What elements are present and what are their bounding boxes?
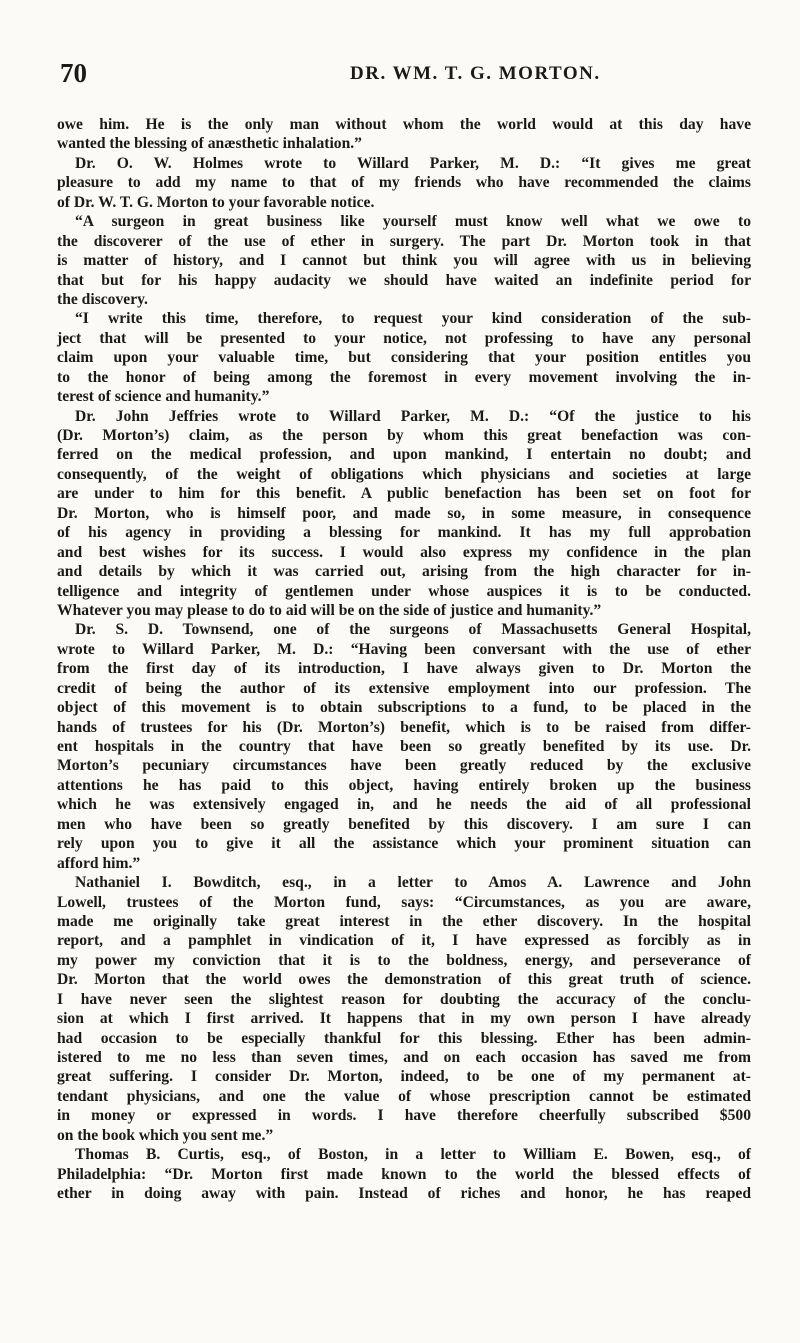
text-line: to the honor of being among the foremost in every movement involving the in- xyxy=(57,368,751,386)
text-line: claim upon your valuable time, but considering that your position entitles you xyxy=(57,349,751,367)
text-line: wrote to Willard Parker, M. D.: “Having been conversant with the use of ether xyxy=(57,640,751,658)
text-line: Whatever you may please to do to aid will be on the side of justice and humanity.” xyxy=(57,601,602,619)
text-line: from the first day of its introduction, I have always given to Dr. Morton the xyxy=(57,660,751,678)
text-line: made me originally take great interest in the ether discovery. In the hospital xyxy=(57,912,751,930)
text-line: which he was extensively engaged in, and he needs the aid of all professional xyxy=(57,796,751,814)
text-line: Dr. Morton, who is himself poor, and made so, in some measure, in consequence xyxy=(57,504,751,522)
text-line: consequently, of the weight of obligations which physicians and societies at large xyxy=(57,465,751,483)
text-line: tendant physicians, and one the value of whose prescription cannot be estimated xyxy=(57,1087,751,1105)
text-line: Dr. S. D. Townsend, one of the surgeons of Massachusetts General Hospital, xyxy=(75,621,751,639)
text-line: report, and a pamphlet in vindication of it, I have expressed as forcibly as in xyxy=(57,932,751,950)
text-line: and best wishes for its success. I would also express my confidence in the plan xyxy=(57,543,751,561)
text-line: my power my conviction that it is to the boldness, energy, and perseverance of xyxy=(57,951,751,969)
text-line: “A surgeon in great business like yourself must know well what we owe to xyxy=(75,213,751,231)
text-line: ether in doing away with pain. Instead of riches and honor, he has reaped xyxy=(57,1185,751,1203)
text-line: sion at which I first arrived. It happens that in my own person I have already xyxy=(57,1010,751,1028)
text-line: owe him. He is the only man without whom the world would at this day have xyxy=(57,116,751,133)
text-line: men who have been so greatly benefited by this discovery. I am sure I can xyxy=(57,815,751,833)
page-number: 70 xyxy=(60,58,87,88)
text-line: ent hospitals in the country that have been so greatly benefited by its use. Dr. xyxy=(57,738,751,755)
text-line: hands of trustees for his (Dr. Morton’s) benefit, which is to be raised from differ- xyxy=(57,718,751,736)
text-line: (Dr. Morton’s) claim, as the person by whom this great benefaction was con- xyxy=(57,427,751,444)
text-line: and details by which it was carried out, arising from the high character for in- xyxy=(57,563,751,581)
text-line: that but for his happy audacity we should have waited an indefinite period for xyxy=(57,271,751,289)
text-line: of Dr. W. T. G. Morton to your favorable notice. xyxy=(57,193,375,211)
text-line: istered to me no less than seven times, and on each occasion has saved me from xyxy=(57,1049,751,1066)
text-line: telligence and integrity of gentlemen under whose auspices it is to be conducted. xyxy=(57,582,751,600)
text-line: object of this movement is to obtain subscriptions to a fund, to be placed in the xyxy=(57,699,751,717)
text-line: had occasion to be especially thankful for this blessing. Ether has been admin- xyxy=(57,1029,751,1047)
text-line: Lowell, trustees of the Morton fund, says: “Circumstances, as you are aware, xyxy=(57,893,751,911)
text-line: credit of being the author of its extensive employment into our profession. The xyxy=(57,679,751,697)
text-line: Morton’s pecuniary circumstances have been greatly reduced by the exclusive xyxy=(57,757,751,775)
text-line: wanted the blessing of anæsthetic inhalation.” xyxy=(57,135,362,153)
text-line: Nathaniel I. Bowditch, esq., in a letter to Amos A. Lawrence and John xyxy=(75,874,751,892)
text-line: terest of science and humanity.” xyxy=(57,388,270,406)
text-line: ferred on the medical profession, and upon mankind, I entertain no doubt; and xyxy=(57,446,751,464)
text-line: is matter of history, and I cannot but think you will agree with us in believing xyxy=(57,252,751,270)
text-line: attentions he has paid to this object, having entirely broken up the business xyxy=(57,776,751,794)
text-line: Dr. John Jeffries wrote to Willard Parker, M. D.: “Of the justice to his xyxy=(75,407,751,425)
text-line: of his agency in providing a blessing for mankind. It has my full approbation xyxy=(57,524,751,542)
text-line: Philadelphia: “Dr. Morton first made known to the world the blessed effects of xyxy=(57,1165,751,1183)
running-head: DR. WM. T. G. MORTON. xyxy=(350,63,601,84)
text-line: Thomas B. Curtis, esq., of Boston, in a letter to William E. Bowen, esq., of xyxy=(75,1146,751,1164)
text-line: “I write this time, therefore, to request your kind consideration of the sub- xyxy=(75,310,751,328)
text-line: on the book which you sent me.” xyxy=(57,1126,274,1144)
text-line: Dr. O. W. Holmes wrote to Willard Parker, M. D.: “It gives me great xyxy=(75,154,751,172)
text-line: afford him.” xyxy=(57,854,141,872)
text-line: rely upon you to give it all the assistance which your prominent situation can xyxy=(57,835,751,853)
text-line: pleasure to add my name to that of my friends who have recommended the claims xyxy=(57,174,751,192)
text-line: Dr. Morton that the world owes the demonstration of this great truth of science. xyxy=(57,971,751,989)
text-line: great suffering. I consider Dr. Morton, indeed, to be one of my permanent at- xyxy=(57,1068,751,1086)
body-text xyxy=(57,115,751,1204)
text-line: in money or expressed in words. I have therefore cheerfully subscribed $500 xyxy=(57,1107,751,1125)
text-line: the discoverer of the use of ether in surgery. The part Dr. Morton took in that xyxy=(57,232,751,250)
text-line: are under to him for this benefit. A public benefaction has been set on foot for xyxy=(57,485,751,503)
text-line: ject that will be presented to your notice, not professing to have any personal xyxy=(57,329,751,347)
text-line: I have never seen the slightest reason for doubting the accuracy of the conclu- xyxy=(57,990,751,1008)
page-header xyxy=(60,58,750,88)
text-line: the discovery. xyxy=(57,290,148,308)
